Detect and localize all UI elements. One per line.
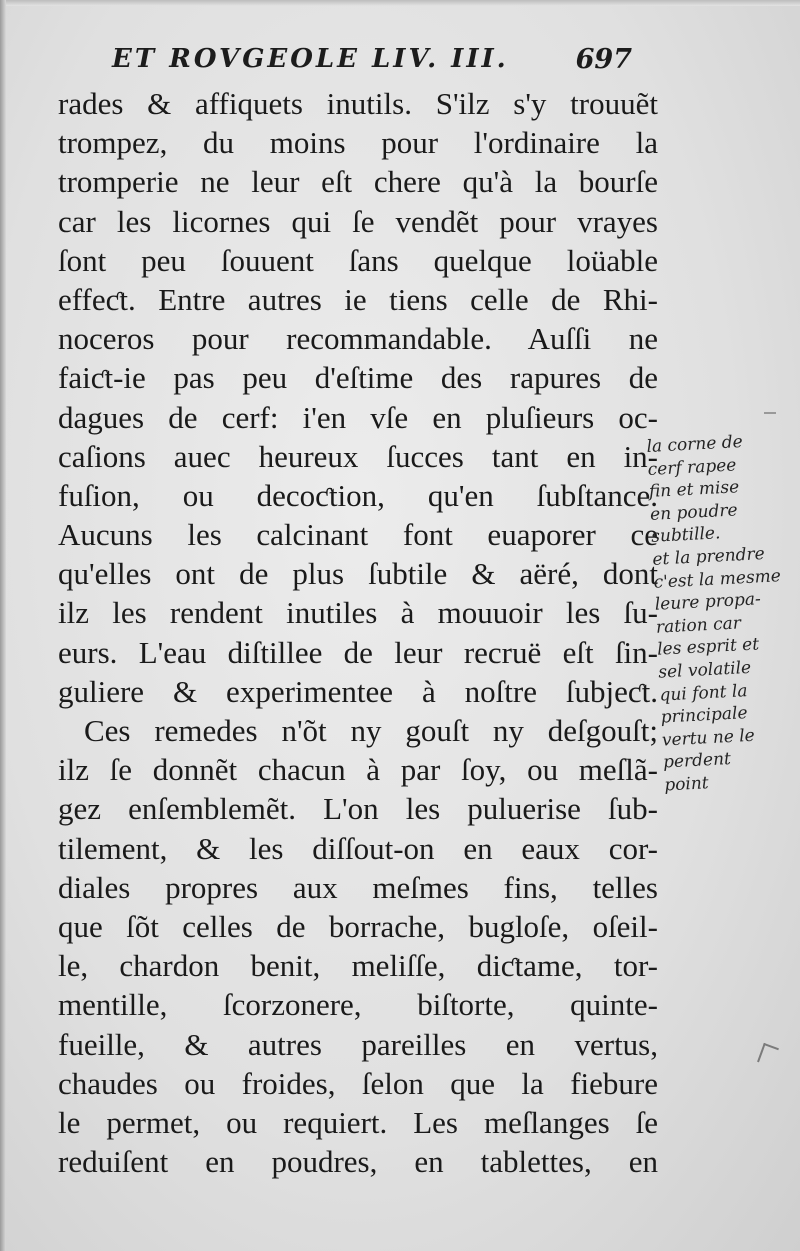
page-top-shadow [0,0,800,6]
text-line: caſions auec heureux ſucces tant en in- [58,438,658,474]
text-line: car les licornes qui ſe vendẽt pour vrayes [58,203,658,239]
text-line: gez enſemblemẽt. L'on les puluerise ſub- [58,791,658,827]
text-line: diales propres aux meſmes fins, telles [58,869,658,905]
marginal-note-line: principale [660,703,749,728]
marginal-note-line: ration car [655,613,742,638]
page-number: 697 [575,44,632,75]
text-line: chaudes ou froides, ſelon que la fiebure [58,1065,658,1101]
marginal-note-line: cerf rapee [647,454,737,480]
text-line: effeƈt. Entre autres ie tiens celle de Rhi- [58,281,658,317]
body-text [58,84,658,1181]
text-line: reduiſent en poudres, en tablettes, en [58,1144,658,1180]
marginal-note-line: vertu ne le [661,725,756,751]
text-line: ilz ſe donnẽt chacun à par ſoy, ou meſlã- [58,752,658,788]
text-line: que ſõt celles de borrache, bugloſe, oſeil- [58,908,658,944]
text-line: mentille, ſcorzonere, biſtorte, quinte- [58,987,658,1023]
marginal-note-line: c'est la mesme [653,565,782,593]
marginal-note-line: la corne de [646,431,744,457]
handwritten-marginal-note [646,428,800,797]
marginal-note-line: en poudre [649,500,739,525]
running-title: ET ROVGEOLE LIV. III. [112,44,509,74]
page-gutter-shadow [0,0,6,1251]
text-line: le permet, ou requiert. Les meſlanges ſe [58,1104,658,1140]
margin-ink-mark [764,412,776,414]
text-line: ilz les rendent inutiles à mouuoir les ſu- [58,595,658,631]
marginal-note-line: point [663,773,710,796]
text-line: qu'elles ont de plus ſubtile & aëré, dont [58,556,658,592]
marginal-note-line: subtille. [650,523,721,548]
text-line: dagues de cerf: i'en vſe en pluſieurs oc- [58,399,658,435]
text-line: faiƈt-ie pas peu d'eſtime des rapures de [58,360,658,396]
text-line: noceros pour recommandable. Auſſi ne [58,321,658,357]
text-line: trompez, du moins pour l'ordinaire la [58,125,658,161]
marginal-note-line: sel volatile [657,657,752,683]
marginal-note-line: qui font la [659,680,748,706]
marginal-note-line: perdent [662,749,732,773]
text-line: tilement, & les diſſout-on en eaux cor- [58,830,658,866]
marginal-note-line: fin et mise [648,477,740,503]
text-line: guliere & experimentee à noſtre ſubjeƈt. [58,673,658,709]
text-line: le, chardon benit, meliſſe, diƈtame, tor- [58,948,658,984]
text-line: tromperie ne leur eſt chere qu'à la bourſe [58,164,658,200]
marginal-note-line: et la prendre [651,543,766,570]
page-header [112,44,632,84]
text-line: rades & affiquets inutils. S'ilz s'y trouuẽt [58,86,658,121]
marginal-note-line: les esprit et [656,634,760,661]
margin-ink-mark [757,1043,779,1067]
text-line: eurs. L'eau diſtillee de leur recruë eſt ſin- [58,634,658,670]
text-line: Aucuns les calcinant font euaporer ce [58,517,658,553]
paragraph-start-line: Ces remedes n'õt ny gouſt ny deſgouſt; [84,713,658,748]
text-line: ſont peu ſouuent ſans quelque loüable [58,242,658,278]
text-line: fueille, & autres pareilles en vertus, [58,1026,658,1062]
marginal-note-line: leure propa- [654,589,762,615]
text-line: fuſion, ou decoƈtion, qu'en ſubſtance. [58,477,658,513]
